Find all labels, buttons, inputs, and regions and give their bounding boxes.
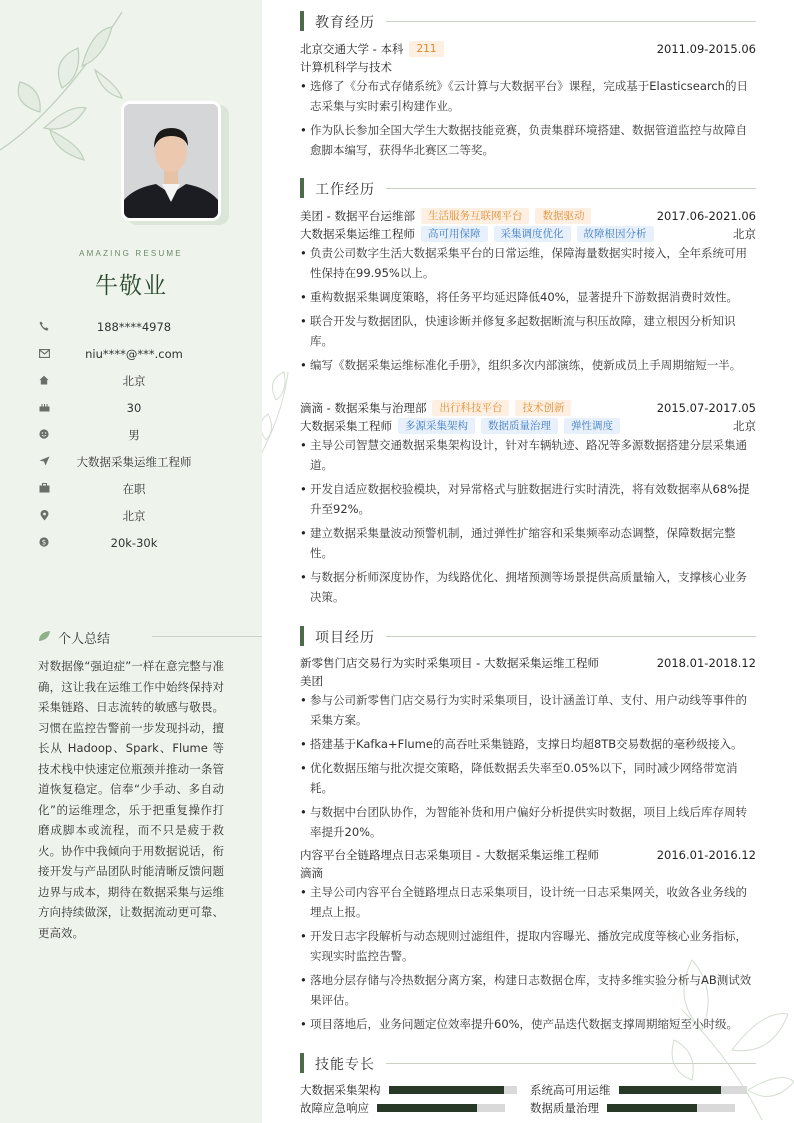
education-section-header: [300, 11, 756, 31]
mail-icon: [38, 347, 50, 359]
company-tag: 生活服务互联网平台: [421, 208, 530, 224]
info-salary: $ 20k-30k: [34, 529, 234, 556]
project-org: 滴滴: [300, 866, 323, 880]
company-name: 滴滴 - 数据采集与治理部: [300, 401, 427, 415]
briefcase-icon: [38, 482, 50, 494]
skill-item: [300, 1100, 505, 1116]
list-item: • 选修了《分布式存储系统》《云计算与大数据平台》课程，完成基于Elasticsearch的日志采集与实时索引构建作业。: [300, 76, 756, 116]
info-gender: 男: [34, 421, 234, 448]
skill-item: [530, 1082, 747, 1098]
list-item: • 项目落地后，业务问题定位效率提升60%，使产品迭代数据支撑周期缩短至小时级。: [300, 1014, 756, 1034]
phone-icon: [38, 320, 50, 332]
education-school-row: [300, 40, 756, 58]
role-tag: 弹性调度: [564, 418, 620, 434]
role-tag: 故障根因分析: [577, 226, 654, 242]
list-item: • 与数据分析师深度协作，为线路优化、拥堵预测等场景提供高质量输入，支撑核心业务决策。: [300, 567, 756, 607]
education-period: 2011.09-2015.06: [656, 42, 756, 56]
skill-name: 系统高可用运维: [530, 1083, 611, 1097]
job-city: 北京: [733, 419, 756, 433]
candidate-name: 牛敬业: [95, 273, 167, 299]
cake-icon: [38, 401, 50, 413]
info-email: niu****@***.com: [34, 340, 234, 367]
skill-name: 故障应急响应: [300, 1101, 369, 1115]
company-tag: 技术创新: [515, 400, 571, 416]
job-role: 大数据采集工程师: [300, 419, 392, 433]
info-position: 大数据采集运维工程师: [34, 448, 234, 475]
info-phone: 188****4978: [34, 313, 234, 340]
list-item: • 落地分层存储与冷热数据分离方案，构建日志数据仓库，支持多维实验分析与AB测试效果评估。: [300, 970, 756, 1010]
project-name-row: [300, 654, 756, 672]
project-org-row: [300, 864, 756, 882]
list-item: • 负责公司数字生活大数据采集平台的日常运维，保障海量数据实时接入，全年系统可用性保持在99.95%以上。: [300, 243, 756, 283]
projects-title: 项目经历: [315, 630, 375, 646]
summary-header: [38, 627, 228, 645]
sidebar: [0, 0, 262, 1123]
list-item: • 主导公司智慧交通数据采集架构设计，针对车辆轨迹、路况等多源数据搭建分层采集通道。: [300, 435, 756, 475]
education-title: 教育经历: [315, 15, 375, 31]
job-role-row: [300, 417, 756, 435]
education-major-row: [300, 58, 756, 76]
list-item: • 与数据中台团队协作，为智能补货和用户偏好分析提供实时数据，项目上线后库存周转率提升20%。: [300, 802, 756, 842]
list-item: • 作为队长参加全国大学生大数据技能竞赛，负责集群环境搭建、数据管道监控与故障自愈脚本编写，获得华北赛区二等奖。: [300, 120, 756, 160]
main-content: [262, 0, 794, 1123]
skill-item: [530, 1100, 735, 1116]
role-tag: 多源采集架构: [398, 418, 475, 434]
svg-text:$: $: [41, 538, 47, 547]
major: 计算机科学与技术: [300, 60, 392, 74]
list-item: • 开发日志字段解析与动态规则过滤组件，提取内容曝光、播放完成度等核心业务指标，实现实时监控告警。: [300, 926, 756, 966]
skill-row: [300, 1082, 756, 1098]
project-name-row: [300, 846, 756, 864]
info-location: 北京: [34, 502, 234, 529]
list-item: • 重构数据采集调度策略，将任务平均延迟降低40%，显著提升下游数据消费时效性。: [300, 287, 756, 307]
summary-title: 个人总结: [58, 632, 111, 647]
list-item: • 优化数据压缩与批次提交策略，降低数据丢失率至0.05%以下，同时减少网络带宽消耗。: [300, 758, 756, 798]
skill-item: [300, 1082, 517, 1098]
salary-icon: [38, 536, 50, 548]
summary-text: 对数据像“强迫症”一样在意完整与准确，这让我在运维工作中始终保持对采集链路、日志流转的敏感与敬畏。习惯在监控告警前一步发现抖动，擅长从 Hadoop、Spark、Flume 等技术栈中快速定位瓶颈并推动一条管道恢复稳定。信奉“少手动、多自动化”的运维理念，乐于把重复操作打磨成脚本或流程，而不只是疲于救火。协作中我倾向于用数据说话，衔接开发与产品团队时能清晰反馈问题边界与成本，期待在数据采集与运维方向持续做深，让数据流动更可靠、更高效。: [38, 659, 224, 940]
skills-section-header: [300, 1053, 756, 1073]
role-tag: 高可用保障: [421, 226, 488, 242]
skill-row: [300, 1100, 756, 1116]
project-org-row: [300, 672, 756, 690]
project-period: 2018.01-2018.12: [656, 656, 756, 670]
job-city: 北京: [733, 227, 756, 241]
skills-title: 技能专长: [315, 1057, 375, 1073]
avatar-frame: [121, 101, 223, 224]
skill-bar: [619, 1086, 747, 1094]
role-tag: 采集调度优化: [494, 226, 571, 242]
list-item: • 参与公司新零售门店交易行为实时采集项目，设计涵盖订单、支付、用户动线等事件的采集方案。: [300, 690, 756, 730]
work-title: 工作经历: [315, 182, 375, 198]
face-icon: [38, 428, 50, 440]
project-name: 内容平台全链路埋点日志采集项目 - 大数据采集运维工程师: [300, 848, 599, 862]
company-tag: 数据驱动: [535, 208, 591, 224]
company-tag: 出行科技平台: [432, 400, 509, 416]
project-period: 2016.01-2016.12: [656, 848, 756, 862]
school-name: 北京交通大学 - 本科: [300, 42, 404, 56]
list-item: • 搭建基于Kafka+Flume的高吞吐采集链路，支撑日均超8TB交易数据的毫秒级接入。: [300, 734, 756, 754]
job-company-row: [300, 399, 756, 417]
skill-bar: [607, 1104, 735, 1112]
list-item: • 联合开发与数据团队，快速诊断并修复多起数据断流与积压故障，建立根因分析知识库。: [300, 311, 756, 351]
location-icon: [38, 509, 50, 521]
work-section-header: [300, 178, 756, 198]
list-item: • 编写《数据采集运维标准化手册》，组织多次内部演练，使新成员上手周期缩短一半。: [300, 355, 756, 375]
skill-bar: [377, 1104, 505, 1112]
home-icon: [38, 374, 50, 386]
info-home: 北京: [34, 367, 234, 394]
project-org: 美团: [300, 674, 323, 688]
projects-section-header: [300, 626, 756, 646]
skill-bar: [389, 1086, 517, 1094]
job-role: 大数据采集运维工程师: [300, 227, 415, 241]
job-role-row: [300, 225, 756, 243]
avatar: [121, 101, 221, 221]
contact-info-list: [34, 313, 234, 556]
skill-name: 数据质量治理: [530, 1101, 599, 1115]
job-company-row: [300, 207, 756, 225]
skill-name: 大数据采集架构: [300, 1083, 381, 1097]
resume-tagline: AMAZING RESUME: [79, 249, 183, 258]
school-badge: 211: [409, 41, 443, 57]
list-item: • 建立数据采集量波动预警机制，通过弹性扩缩容和采集频率动态调整，保障数据完整性。: [300, 523, 756, 563]
job-period: 2017.06-2021.06: [656, 209, 756, 223]
info-age: 30: [34, 394, 234, 421]
send-icon: [38, 455, 50, 467]
job-period: 2015.07-2017.05: [656, 401, 756, 415]
list-item: • 主导公司内容平台全链路埋点日志采集项目，设计统一日志采集网关，收敛各业务线的埋点上报。: [300, 882, 756, 922]
info-status: 在职: [34, 475, 234, 502]
list-item: • 开发自适应数据校验模块，对异常格式与脏数据进行实时清洗，将有效数据率从68%提升至92%。: [300, 479, 756, 519]
company-name: 美团 - 数据平台运维部: [300, 209, 415, 223]
leaf-icon: [38, 630, 51, 642]
role-tag: 数据质量治理: [481, 418, 558, 434]
project-name: 新零售门店交易行为实时采集项目 - 大数据采集运维工程师: [300, 656, 599, 670]
